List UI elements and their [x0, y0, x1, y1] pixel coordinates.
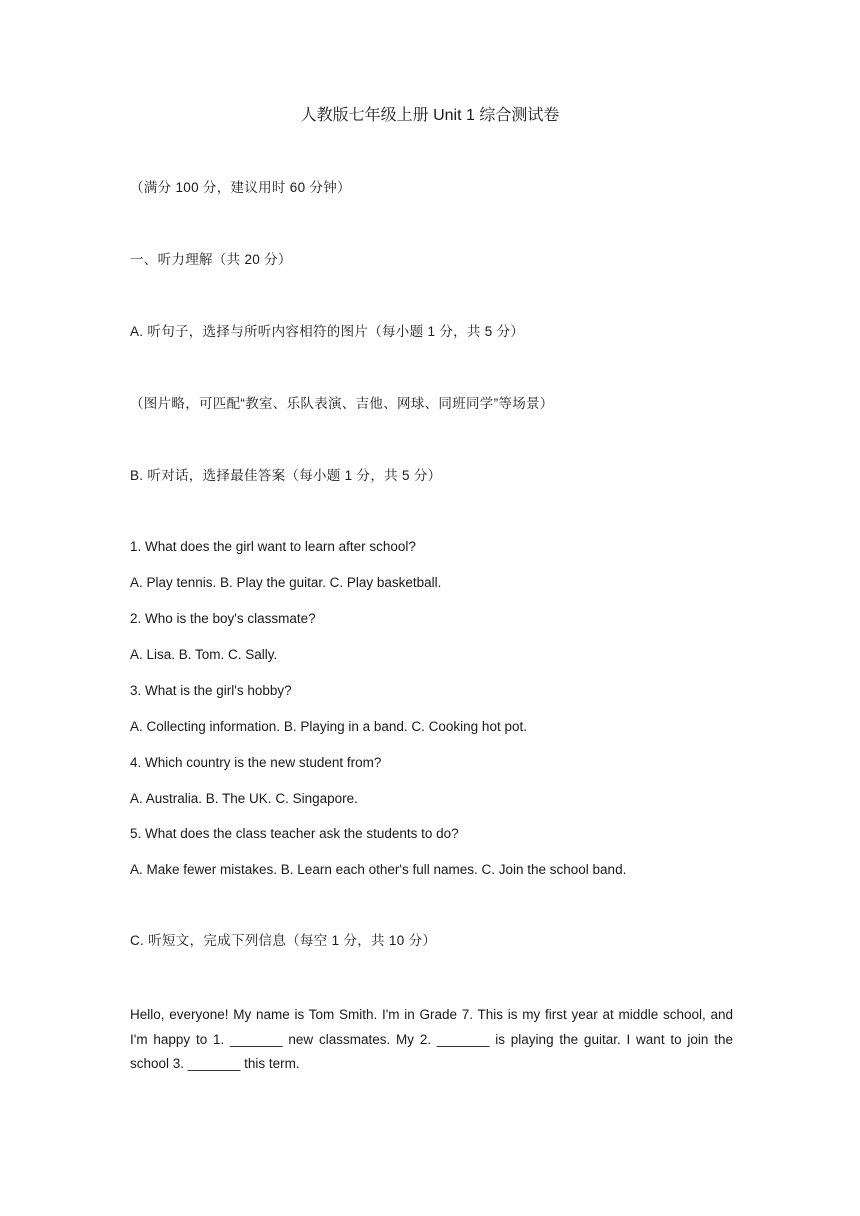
- part-b-heading: B. 听对话，选择最佳答案（每小题 1 分，共 5 分）: [130, 468, 442, 483]
- question-4: 4. Which country is the new student from?: [130, 755, 382, 770]
- question-4-options: A. Australia. B. The UK. C. Singapore.: [130, 791, 358, 806]
- question-3: 3. What is the girl's hobby?: [130, 683, 292, 698]
- question-5-options: A. Make fewer mistakes. B. Learn each other's full names. C. Join the school band.: [130, 862, 627, 877]
- section-heading-listening: 一、听力理解（共 20 分）: [130, 252, 292, 267]
- score-info: （满分 100 分，建议用时 60 分钟）: [130, 180, 351, 195]
- part-c-passage: Hello, everyone! My name is Tom Smith. I'm in Grade 7. This is my first year at middle school, and I'm happy to 1. _______ new classmates. My 2. _______ is playing the guitar. I want to join the school 3. _______ this term.: [130, 1007, 733, 1071]
- question-1-options: A. Play tennis. B. Play the guitar. C. Play basketball.: [130, 575, 442, 590]
- part-c-heading: C. 听短文，完成下列信息（每空 1 分，共 10 分）: [130, 933, 437, 948]
- part-a-note: （图片略，可匹配“教室、乐队表演、吉他、网球、同班同学”等场景）: [130, 396, 554, 411]
- page-title: 人教版七年级上册 Unit 1 综合测试卷: [300, 107, 560, 124]
- question-1: 1. What does the girl want to learn after school?: [130, 539, 416, 554]
- question-3-options: A. Collecting information. B. Playing in a band. C. Cooking hot pot.: [130, 719, 527, 734]
- part-a-heading: A. 听句子，选择与所听内容相符的图片（每小题 1 分，共 5 分）: [130, 324, 525, 339]
- question-2-options: A. Lisa. B. Tom. C. Sally.: [130, 647, 278, 662]
- question-2: 2. Who is the boy's classmate?: [130, 611, 316, 626]
- question-5: 5. What does the class teacher ask the students to do?: [130, 826, 459, 841]
